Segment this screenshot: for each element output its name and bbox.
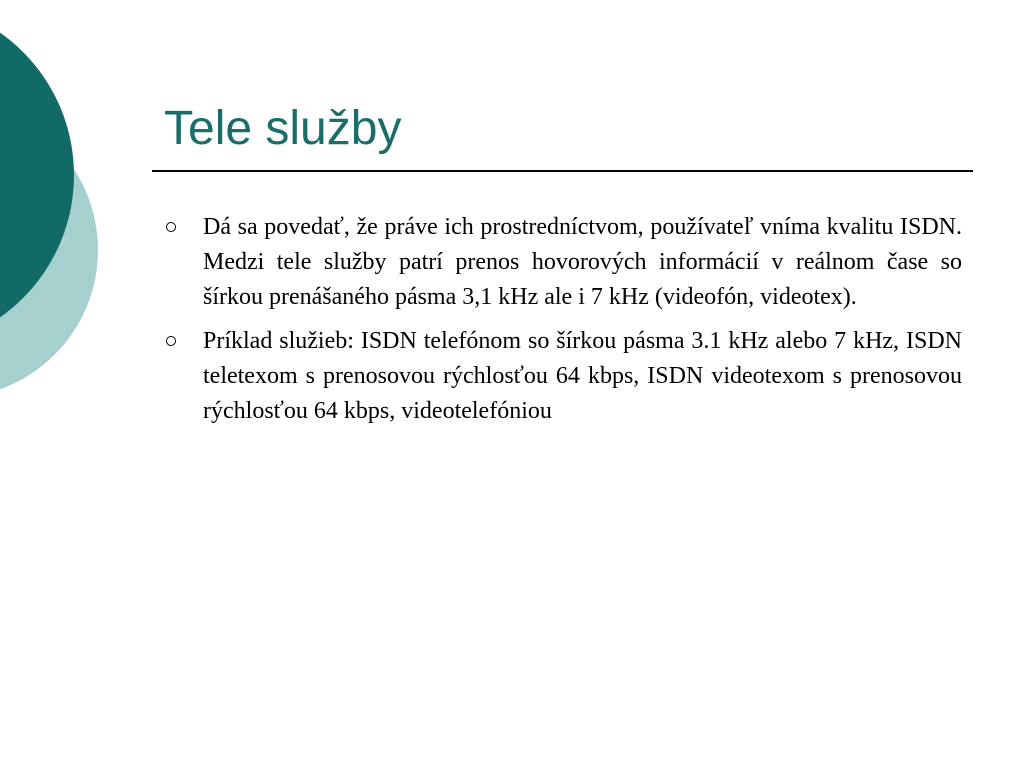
bullet-text: Príklad služieb: ISDN telefónom so šírkou pásma 3.1 kHz alebo 7 kHz, ISDN teletexom s prenosovou rýchlosťou 64 kbps, ISDN videotexom s prenosovou rýchlosťou 64 kbps, videotelefóniou bbox=[203, 328, 962, 424]
bullet-item bbox=[166, 210, 962, 315]
bullet-text: Dá sa povedať, že práve ich prostredníctvom, používateľ vníma kvalitu ISDN. Medzi tele služby patrí prenos hovorových informácií v reálnom čase so šírkou prenášaného pásma 3,1 kHz ale i 7 kHz (videofón, videotex). bbox=[203, 214, 962, 310]
decorative-circles bbox=[0, 0, 110, 400]
bullet-list bbox=[166, 210, 962, 438]
hollow-circle-bullet-icon bbox=[166, 222, 176, 232]
title-divider bbox=[152, 170, 973, 172]
hollow-circle-bullet-icon bbox=[166, 336, 176, 346]
slide-title: Tele služby bbox=[164, 102, 402, 155]
bullet-item bbox=[166, 324, 962, 429]
